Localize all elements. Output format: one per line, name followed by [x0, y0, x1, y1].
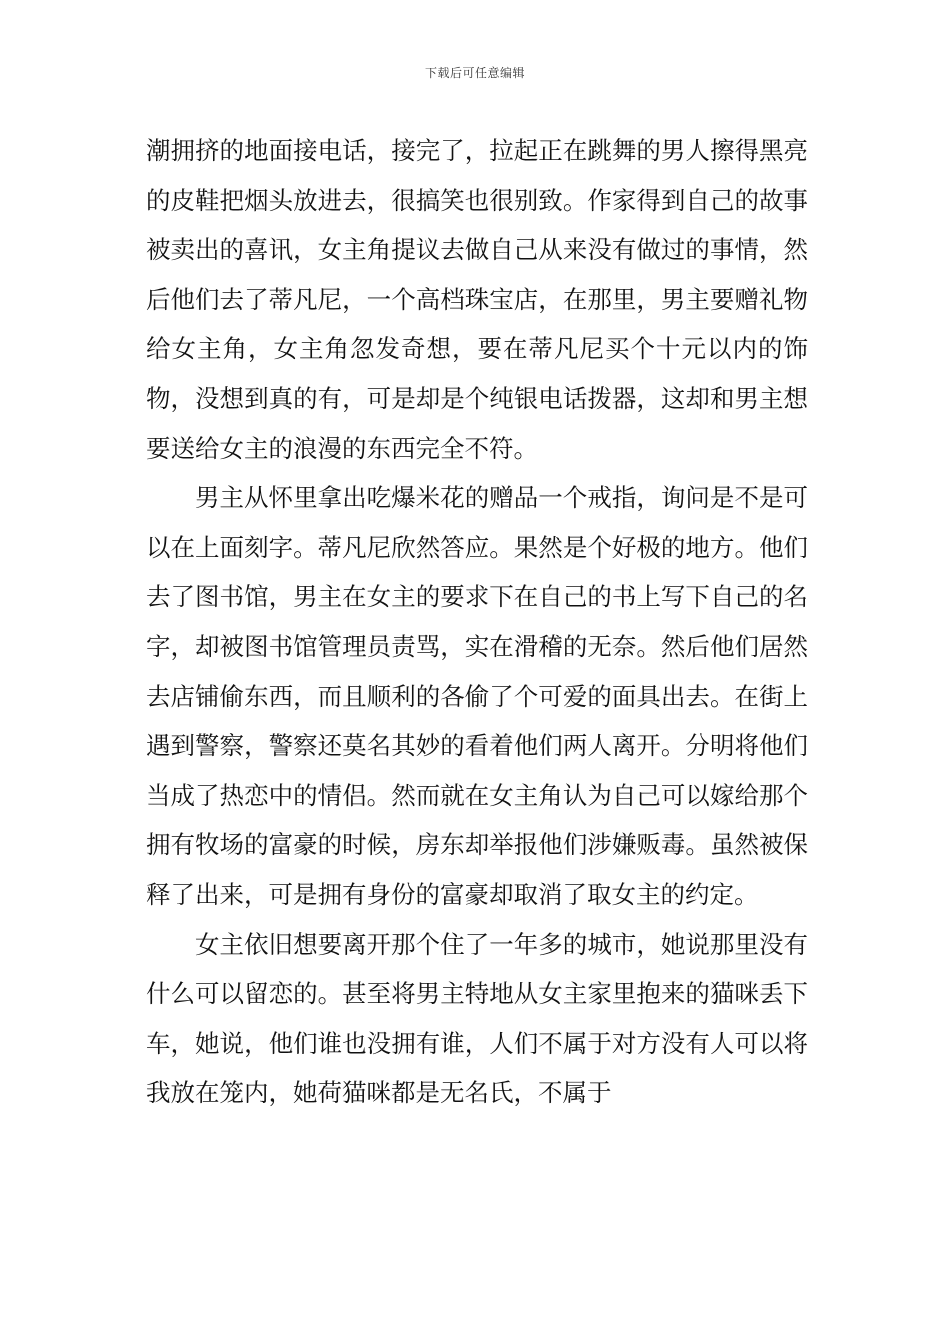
- body-text: [146, 126, 808, 1118]
- paragraph-2: 男主从怀里拿出吃爆米花的赠品一个戒指，询问是不是可以在上面刻字。蒂凡尼欣然答应。果然是个好极的地方。他们去了图书馆，男主在女主的要求下在自己的书上写下自己的名字，却被图书馆管理员责骂，实在滑稽的无奈。然后他们居然去店铺偷东西，而且顺利的各偷了个可爱的面具出去。在街上遇到警察，警察还莫名其妙的看着他们两人离开。分明将他们当成了热恋中的情侣。然而就在女主角认为自己可以嫁给那个拥有牧场的富豪的时候，房东却举报他们涉嫌贩毒。虽然被保释了出来，可是拥有身份的富豪却取消了取女主的约定。: [146, 483, 808, 909]
- page-header: 下载后可任意编辑: [424, 66, 525, 80]
- paragraph-3: 女主依旧想要离开那个住了一年多的城市，她说那里没有什么可以留恋的。甚至将男主特地从女主家里抱来的猫咪丢下车，她说，他们谁也没拥有谁，人们不属于对方没有人可以将我放在笼内，她荷猫咪都是无名氏，不属于: [146, 929, 808, 1108]
- paragraph-1: 潮拥挤的地面接电话，接完了，拉起正在跳舞的男人擦得黑亮的皮鞋把烟头放进去，很搞笑也很别致。作家得到自己的故事被卖出的喜讯，女主角提议去做自己从来没有做过的事情，然后他们去了蒂凡尼，一个高档珠宝店，在那里，男主要赠礼物给女主角，女主角忽发奇想，要在蒂凡尼买个十元以内的饰物，没想到真的有，可是却是个纯银电话拨器，这却和男主想要送给女主的浪漫的东西完全不符。: [146, 136, 808, 463]
